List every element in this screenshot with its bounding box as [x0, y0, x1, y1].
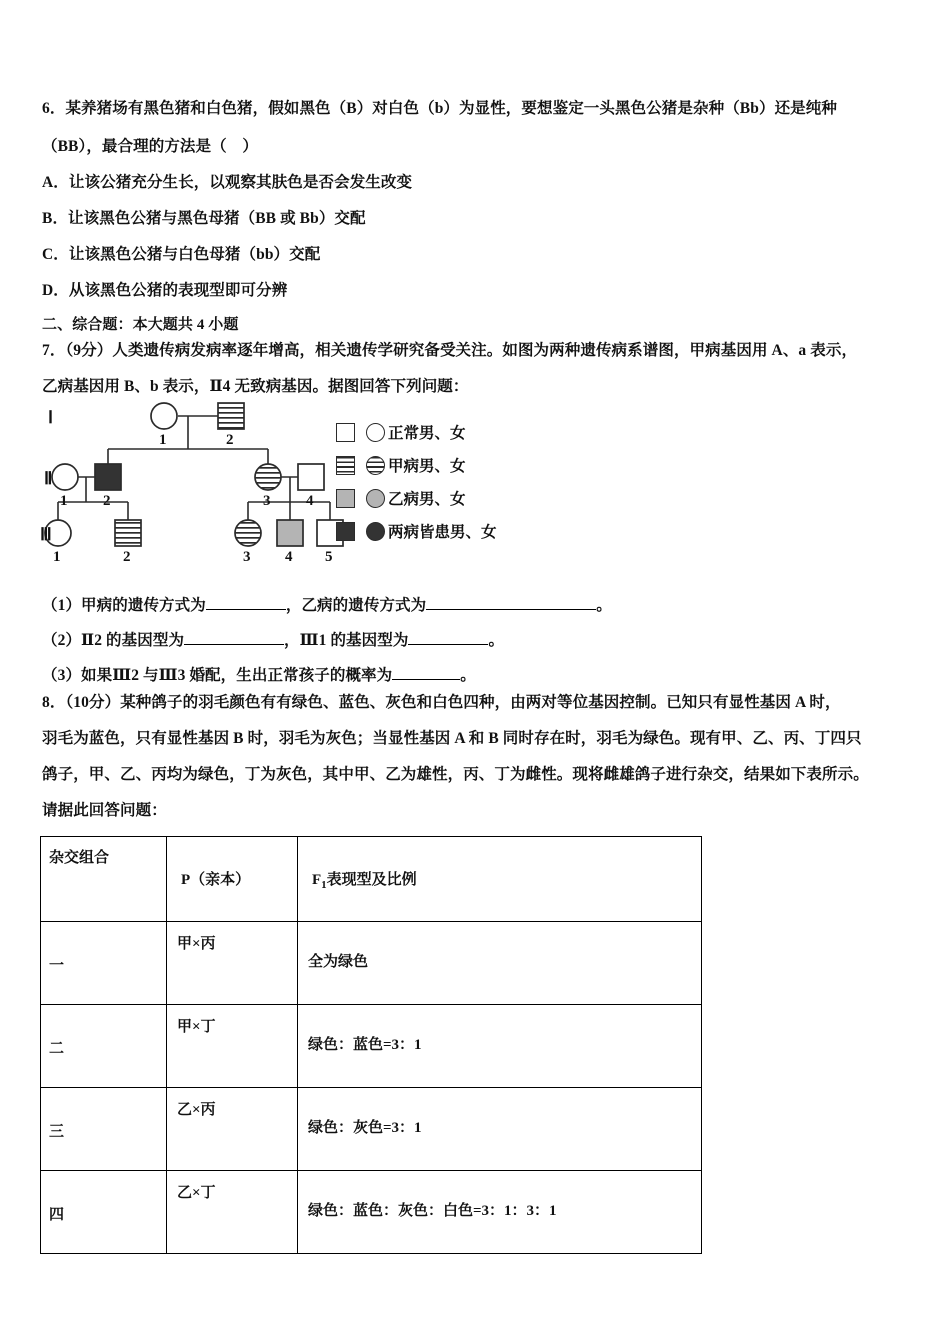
- legend-row-both-diseases: [336, 517, 497, 545]
- table-cell-parents: [167, 1171, 298, 1254]
- table-f1-value: 绿色：灰色=3：1: [308, 1120, 422, 1136]
- pedigree-individual-II-3: [255, 464, 281, 490]
- pedigree-number-II-3: 3: [263, 493, 271, 509]
- legend-square-disease-jia-icon: [336, 456, 355, 475]
- f1-prefix: F: [312, 872, 322, 888]
- pedigree-number-I-2: 2: [226, 432, 234, 448]
- legend-square-normal-icon: [336, 423, 355, 442]
- table-header-f1: [298, 837, 702, 922]
- pedigree-number-III-4: 4: [285, 549, 293, 565]
- table-combo-value: 四: [49, 1207, 65, 1223]
- answer-blank-yi-inheritance[interactable]: [426, 596, 596, 610]
- pedigree-individual-II-4: [298, 464, 324, 490]
- table-header-combo-label: 杂交组合: [49, 850, 110, 866]
- pedigree-number-II-4: 4: [306, 493, 314, 509]
- legend-label-disease-yi: 乙病男、女: [388, 491, 466, 508]
- pedigree-number-III-1: 1: [53, 549, 61, 565]
- pedigree-number-I-1: 1: [159, 432, 167, 448]
- table-parents-value: 甲×丁: [177, 1019, 216, 1035]
- table-cell-parents: [167, 1005, 298, 1088]
- pedigree-number-III-3: 3: [243, 549, 251, 565]
- answer-blank-III1-genotype[interactable]: [408, 631, 488, 645]
- section-2-heading: 二、综合题：本大题共 4 小题: [42, 317, 239, 333]
- legend-label-both-diseases: 两病皆患男、女: [388, 524, 497, 541]
- pedigree-individual-I-1: [151, 403, 177, 429]
- question-7-sub-2: [42, 631, 504, 651]
- pedigree-number-III-2: 2: [123, 549, 131, 565]
- question-7-sub-1-part-a: （1）甲病的遗传方式为: [42, 597, 206, 614]
- legend-circle-disease-yi-icon: [366, 489, 385, 508]
- legend-square-both-diseases-icon: [336, 522, 355, 541]
- legend-label-disease-jia: 甲病男、女: [388, 458, 466, 475]
- table-row: [41, 922, 702, 1005]
- table-cell-f1: [298, 1005, 702, 1088]
- question-6-option-a[interactable]: A．让该公猪充分生长，以观察其肤色是否会发生改变: [42, 174, 413, 191]
- legend-circle-disease-jia-icon: [366, 456, 385, 475]
- question-7-stem-line-2: 乙病基因用 B、b 表示，Ⅱ4 无致病基因。据图回答下列问题：: [42, 378, 469, 395]
- pedigree-generation-label-2: Ⅱ: [44, 469, 53, 488]
- question-8-stem-line-2: 羽毛为蓝色，只有显性基因 B 时，羽毛为灰色；当显性基因 A 和 B 同时存在时，羽毛为绿色。现有甲、乙、丙、丁四只: [42, 730, 862, 747]
- pedigree-legend: [336, 418, 606, 548]
- table-cell-f1: [298, 1088, 702, 1171]
- legend-row-disease-jia: [336, 451, 466, 479]
- question-8-stem-line-4: 请据此回答问题：: [42, 802, 167, 819]
- question-6-option-c[interactable]: C．让该黑色公猪与白色母猪（bb）交配: [42, 246, 321, 263]
- table-combo-value: 一: [49, 958, 65, 974]
- question-6-stem-line-1: 6．某养猪场有黑色猪和白色猪，假如黑色（B）对白色（b）为显性，要想鉴定一头黑色公猪是杂种（Bb）还是纯种: [42, 100, 837, 117]
- table-cell-f1: [298, 1171, 702, 1254]
- table-cell-f1: [298, 922, 702, 1005]
- pedigree-number-II-2: 2: [103, 493, 111, 509]
- pedigree-individual-II-1: [52, 464, 78, 490]
- table-f1-value: 绿色：蓝色：灰色：白色=3：1：3：1: [308, 1203, 557, 1219]
- table-cell-parents: [167, 1088, 298, 1171]
- table-f1-value: 绿色：蓝色=3：1: [308, 1037, 422, 1053]
- cross-results-table: [40, 836, 702, 1254]
- legend-circle-both-diseases-icon: [366, 522, 385, 541]
- legend-square-disease-yi-icon: [336, 489, 355, 508]
- question-8-stem-line-3: 鸽子，甲、乙、丙均为绿色，丁为灰色，其中甲、乙为雄性，丙、丁为雌性。现将雌雄鸽子进行杂交，结果如下表所示。: [42, 766, 869, 783]
- pedigree-number-III-5: 5: [325, 549, 333, 565]
- answer-blank-normal-child-probability[interactable]: [392, 666, 460, 680]
- table-header-parents: [167, 837, 298, 922]
- question-7-sub-2-part-b: ，Ⅲ1 的基因型为: [284, 632, 409, 649]
- table-cell-combo: [41, 1005, 167, 1088]
- table-header-parents-label: P（亲本）: [181, 872, 251, 888]
- answer-blank-II2-genotype[interactable]: [184, 631, 284, 645]
- legend-label-normal: 正常男、女: [388, 425, 466, 442]
- pedigree-individual-III-4: [277, 520, 303, 546]
- question-7-stem-line-1: 7．（9分）人类遗传病发病率逐年增高，相关遗传学研究备受关注。如图为两种遗传病系谱图，甲病基因用 A、a 表示，: [42, 342, 858, 359]
- question-6-option-d[interactable]: D．从该黑色公猪的表现型即可分辨: [42, 282, 288, 299]
- question-7-sub-3-part-a: （3）如果Ⅲ2 与Ⅲ3 婚配，生出正常孩子的概率为: [42, 667, 393, 684]
- table-cell-parents: [167, 922, 298, 1005]
- question-7-sub-3-part-b: 。: [460, 667, 476, 684]
- question-6-option-b[interactable]: B．让该黑色公猪与黑色母猪（BB 或 Bb）交配: [42, 210, 366, 227]
- question-6-stem-line-2: （BB），最合理的方法是（ ）: [42, 138, 258, 155]
- pedigree-individual-I-2: [218, 403, 244, 429]
- question-7-sub-1-part-c: 。: [596, 597, 612, 614]
- f1-subscript: 1: [321, 879, 327, 891]
- table-combo-value: 三: [49, 1124, 65, 1140]
- table-parents-value: 甲×丙: [177, 936, 216, 952]
- question-7-sub-2-part-a: （2）Ⅱ2 的基因型为: [42, 632, 185, 649]
- table-cell-combo: [41, 1088, 167, 1171]
- table-header-row: [41, 837, 702, 922]
- table-header-f1-label: [298, 837, 701, 891]
- pedigree-individual-III-3: [235, 520, 261, 546]
- legend-row-disease-yi: [336, 484, 466, 512]
- table-cell-combo: [41, 922, 167, 1005]
- pedigree-individual-II-2: [95, 464, 121, 490]
- f1-suffix: 表现型及比例: [326, 872, 417, 888]
- table-parents-value: 乙×丁: [177, 1185, 216, 1201]
- table-cell-combo: [41, 1171, 167, 1254]
- question-7-sub-3: [42, 666, 476, 686]
- table-parents-value: 乙×丙: [177, 1102, 216, 1118]
- pedigree-individual-III-2: [115, 520, 141, 546]
- legend-row-normal: [336, 418, 466, 446]
- table-row: [41, 1088, 702, 1171]
- table-combo-value: 二: [49, 1041, 65, 1057]
- table-f1-value: 全为绿色: [308, 954, 369, 970]
- legend-circle-normal-icon: [366, 423, 385, 442]
- question-7-sub-2-part-c: 。: [488, 632, 505, 649]
- question-8-stem-line-1: 8．（10分）某种鸽子的羽毛颜色有有绿色、蓝色、灰色和白色四种，由两对等位基因控制。已知只有显性基因 A 时，: [42, 694, 841, 711]
- table-row: [41, 1005, 702, 1088]
- question-7-sub-1-part-b: ，乙病的遗传方式为: [285, 597, 427, 614]
- pedigree-generation-label-1: Ⅰ: [48, 408, 54, 427]
- answer-blank-jia-inheritance[interactable]: [206, 596, 286, 610]
- pedigree-number-II-1: 1: [60, 493, 68, 509]
- pedigree-generation-label-3: Ⅲ: [40, 525, 52, 544]
- question-7-sub-1: [42, 596, 612, 616]
- table-header-combo: [41, 837, 167, 922]
- table-row: [41, 1171, 702, 1254]
